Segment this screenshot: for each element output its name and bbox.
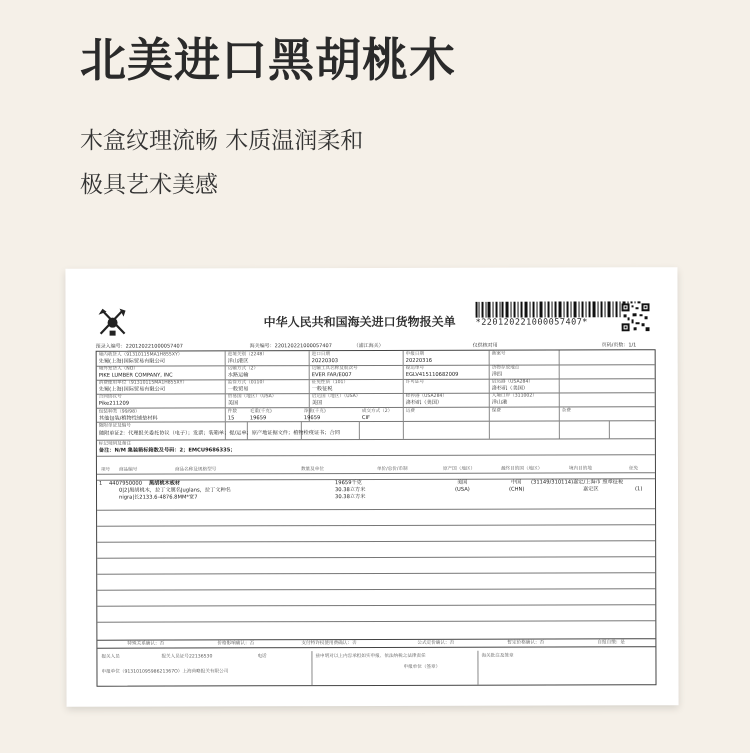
- col-levy: 征免: [628, 466, 639, 472]
- page-heading: 北美进口黑胡桃木: [80, 33, 456, 87]
- pack-label: 包装种类（99/98）: [98, 409, 140, 415]
- transport-value: 水路运输: [227, 372, 249, 379]
- item-code: 4407950000: [108, 480, 143, 487]
- item-dest: 中国: [510, 479, 522, 486]
- supervision-label: 监管方式（0110）: [227, 380, 267, 386]
- storage-value: 洋四: [491, 371, 503, 378]
- marks-value: 备注：N/M 集装箱标箱数及号码：2；EMCU9686335；: [98, 447, 236, 454]
- item-spec-2: nigra|长2133.6-4876.8MM*宽7: [119, 494, 198, 501]
- item-origin-code: (USA): [454, 486, 470, 493]
- declaration-title: 中华人民共和国海关进口货物报关单: [263, 314, 456, 330]
- col-no: 项号: [100, 467, 111, 473]
- item-dest-code: (CHN): [508, 486, 525, 493]
- via-port-value: 洛杉矶（美国）: [405, 399, 443, 406]
- item-qty-3: 30.38立方米: [335, 494, 366, 501]
- via-port-label: 经停港（USA284）: [405, 393, 448, 399]
- item-qty-1: 19659千克: [334, 480, 362, 487]
- supervision-value: 一般贸易: [227, 386, 249, 393]
- declarant-cert: 报关人员证号22136530: [161, 654, 213, 660]
- bl-value: EGLV415110682009: [405, 371, 459, 378]
- terms-label: 成交方式（2）: [361, 408, 393, 415]
- customs-number: 海关编号：220120221000057407: [249, 343, 332, 350]
- col-name: 商品名称及规格型号: [174, 467, 217, 473]
- customs-port: （浦江海关）: [353, 342, 384, 350]
- pieces-value: 15: [227, 415, 235, 422]
- item-origin: 美国: [456, 479, 468, 486]
- contract-value: Pike211209: [98, 400, 130, 407]
- customs-emblem-icon: [96, 305, 130, 339]
- entry-port-label: 入境口岸（311002）: [491, 393, 537, 399]
- col-qty: 数量及单位: [300, 467, 324, 473]
- pre-entry-number: 预录入编号：220120221000057407: [95, 343, 183, 350]
- gross-label: 毛重(千克): [249, 409, 272, 415]
- record-no-label: 备案号: [491, 351, 506, 357]
- entry-port-value: 洋山港: [491, 399, 508, 406]
- page-info: 页码/页数：1/1: [601, 342, 637, 349]
- levy-label: 征免性质（101）: [311, 380, 349, 386]
- customs-note: 海关批注及签章: [481, 653, 514, 659]
- ship-country-value: 美国: [311, 400, 323, 407]
- special-relationship: 特殊关系确认：否: [127, 641, 165, 647]
- trade-country-value: 美国: [227, 400, 239, 407]
- col-origin: 原产国（地区）: [442, 466, 476, 472]
- ship-country-label: 启运国（地区）（USA）: [311, 394, 361, 400]
- origin-port-value: 洛杉矶（美国）: [491, 385, 529, 392]
- entry-office-label: 进境关别（2248）: [227, 352, 267, 358]
- declarant-label: 报关人员: [101, 654, 120, 660]
- statement: 兹申明对以上内容承担如实申报、依法纳税之法律责任: [315, 653, 426, 660]
- status-note: 仅供核对用: [472, 342, 498, 349]
- formula-pricing: 公式定价确认：否: [417, 640, 455, 646]
- entry-office-value: 洋山港区: [227, 358, 249, 365]
- user-label: 消费使用单位（91310115MA1H855XY）: [98, 380, 188, 386]
- marks-label: 标记唛码及备注: [98, 441, 132, 447]
- docs-value: 随附单证2：代理报关委托协议（电子）；发票；装箱单；提/运单；原产地证据文件；植物检疫证书；合同: [98, 430, 340, 437]
- docs-label: 随附单证及编号: [98, 423, 132, 429]
- col-domestic: 境内目的地: [568, 466, 592, 472]
- declare-date-label: 申报日期: [405, 351, 425, 357]
- barcode-icon: [476, 301, 641, 317]
- pack-value: 其他包装/植物性铺垫材料: [98, 415, 158, 422]
- royalty: 支付特许权使用费确认：否: [301, 641, 357, 647]
- insurance-label: 保费: [491, 408, 502, 414]
- gross-value: 19659: [249, 415, 267, 422]
- net-value: 19659: [303, 415, 321, 422]
- item-spec-1: 0|2|黑胡桃木，拉丁文属名Juglans，拉丁文种名: [119, 487, 231, 494]
- pieces-label: 件数: [227, 409, 238, 415]
- consignee-label: 境内收货人（91310115MA1H855XY）: [98, 352, 183, 358]
- item-levy-code: (1): [634, 486, 643, 493]
- col-code: 商品编号: [118, 467, 138, 473]
- qr-code-icon: [622, 303, 650, 331]
- declare-date-value: 20220316: [405, 357, 433, 364]
- item-domestic: (31149/310114)嘉定/上海市 照章征税: [530, 479, 624, 486]
- price-impact: 价格影响确认：否: [217, 641, 255, 647]
- contract-label: 合同协议号: [98, 394, 122, 400]
- phone-label: 电话: [257, 654, 267, 660]
- item-name: 黑胡桃木板材: [148, 480, 181, 487]
- vessel-value: EVER FAR/E007: [311, 372, 352, 379]
- item-qty-2: 30.38立方米: [335, 487, 366, 494]
- shipper-label: 境外发货人（NO）: [98, 366, 138, 372]
- item-domestic-2: 嘉定区: [582, 486, 599, 493]
- trade-country-label: 贸易国（地区）（USA）: [227, 394, 277, 400]
- freight-label: 运费: [405, 408, 416, 414]
- storage-label: 货物存放地点: [491, 365, 520, 371]
- agent-seal: 申报单位（签章）: [403, 664, 441, 670]
- transport-label: 运输方式（2）: [227, 366, 259, 372]
- customs-declaration-document: [65, 267, 678, 707]
- consignee-value: 先蜀(上海)国际贸易有限公司: [98, 358, 165, 365]
- levy-value: 一般征税: [311, 386, 333, 393]
- col-price: 单价/总价/币制: [376, 466, 408, 472]
- misc-label: 杂费: [561, 408, 572, 414]
- net-label: 净重(千克): [303, 409, 326, 415]
- provisional-price: 暂定价格确认：否: [507, 640, 545, 646]
- terms-value: CIF: [361, 415, 370, 422]
- self-tax: 自报自缴：是: [597, 640, 625, 646]
- agent-unit: 申报单位（91310109598621367O）上海荷略报关有限公司: [101, 669, 229, 675]
- vessel-label: 运输工具名称及航次号: [311, 366, 358, 372]
- bl-label: 提运单号: [405, 365, 425, 371]
- barcode-number: *220120221000057407*: [475, 317, 588, 328]
- subtitle-line-1: 木盒纹理流畅 木质温润柔和: [80, 128, 364, 154]
- origin-port-label: 启运港（USA284）: [491, 379, 533, 385]
- import-date-value: 20220303: [311, 358, 339, 365]
- declaration-form-table: [96, 349, 657, 686]
- col-dest: 最终目的国（地区）: [500, 466, 543, 472]
- item-no: 1: [98, 480, 103, 487]
- shipper-value: PIKE LUMBER COMPANY, INC: [98, 372, 173, 379]
- import-date-label: 进口日期: [311, 352, 331, 358]
- subtitle-line-2: 极具艺术美感: [80, 172, 218, 198]
- user-value: 先蜀(上海)国际贸易有限公司: [98, 386, 166, 393]
- license-label: 许可证号: [405, 379, 425, 385]
